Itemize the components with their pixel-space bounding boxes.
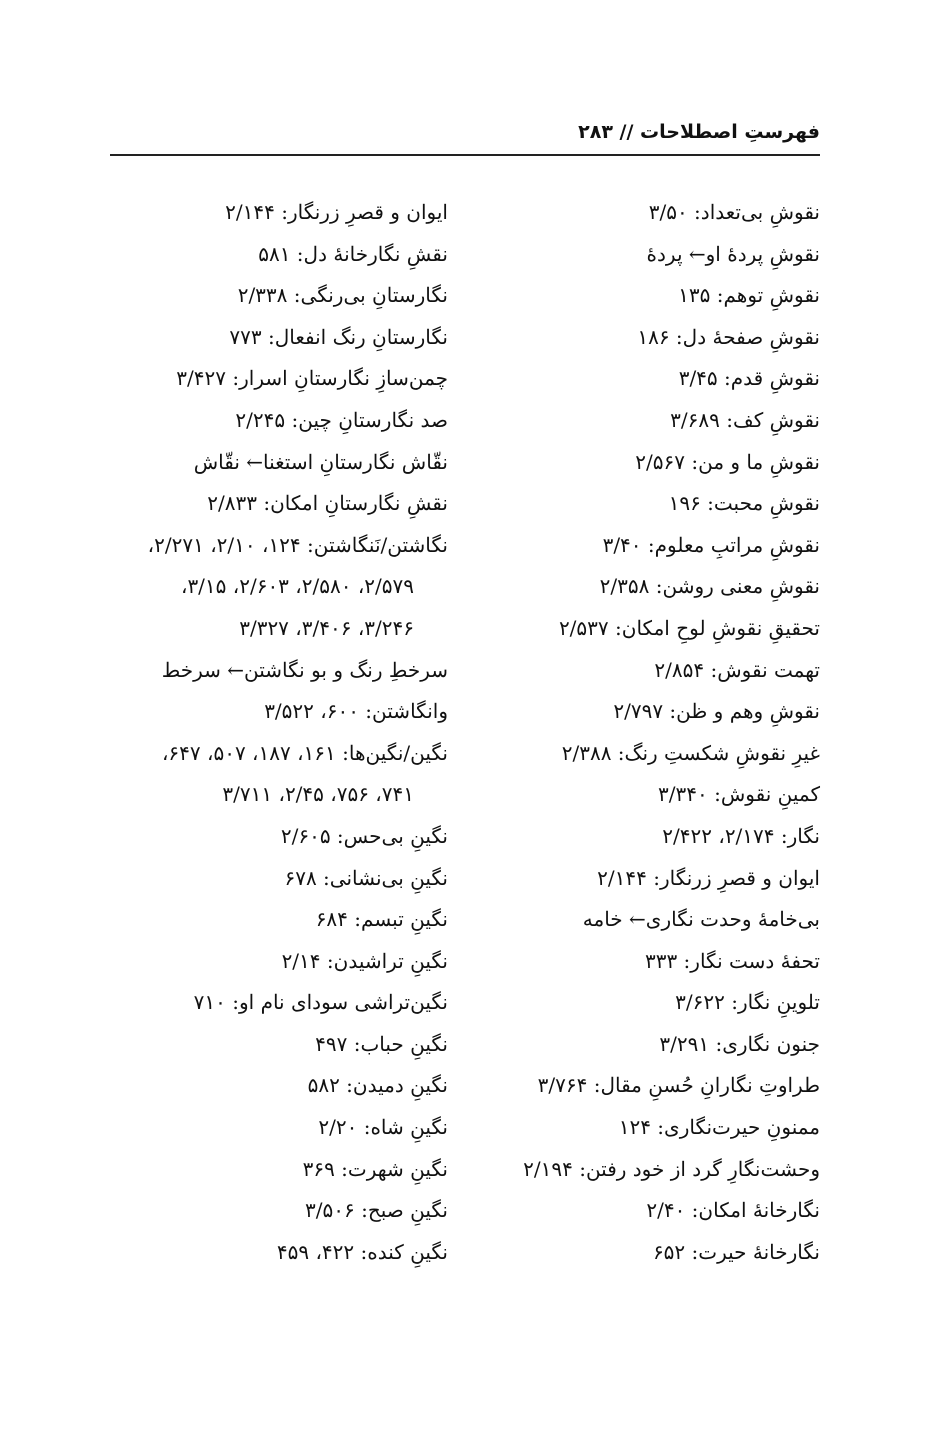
index-entry: نگارخانهٔ امکان: ۲/۴۰	[646, 1198, 820, 1223]
index-entry: نقوشِ بی‌تعداد: ۳/۵۰	[648, 200, 820, 224]
index-entry: نگینِ کنده: ۴۲۲، ۴۵۹	[276, 1239, 448, 1264]
index-column-left	[98, 192, 448, 1273]
index-entry: نقشِ نگارستانِ امکان: ۲/۸۳۳	[207, 491, 448, 516]
index-entry-continuation: ۲/۵۷۹، ۲/۵۸۰، ۲/۶۰۳، ۳/۱۵،	[180, 574, 414, 599]
running-header	[110, 118, 820, 154]
index-entry: نگین/نگین‌ها: ۱۶۱، ۱۸۷، ۵۰۷، ۶۴۷،	[161, 740, 448, 765]
index-entry: بی‌خامهٔ وحدت نگاری← خامه	[582, 907, 820, 932]
index-entry: نقوشِ کف: ۳/۶۸۹	[670, 407, 820, 432]
index-entry: نقشِ نگارخانهٔ دل: ۵۸۱	[258, 241, 448, 266]
index-entry: کمینِ نقوش: ۳/۳۴۰	[658, 782, 820, 807]
index-entry: نقوشِ محبت: ۱۹۶	[668, 491, 820, 516]
index-entry: ایوان و قصرِ زرنگار: ۲/۱۴۴	[225, 200, 448, 224]
index-entry: تلوینِ نگار: ۳/۶۲۲	[675, 990, 820, 1015]
index-entry-continuation: ۷۴۱، ۷۵۶، ۲/۴۵، ۳/۷۱۱	[222, 782, 414, 807]
index-entry: نقوشِ قدم: ۳/۴۵	[678, 366, 820, 391]
index-entry: نگارستانِ رنگ انفعال: ۷۷۳	[229, 324, 448, 349]
index-entry: نقوشِ توهم: ۱۳۵	[678, 283, 820, 308]
index-entry: نگینِ حباب: ۴۹۷	[315, 1031, 448, 1056]
index-entry: سرخطِ رنگ و بو نگاشتن← سرخط	[161, 657, 448, 682]
index-entry: چمن‌سازِ نگارستانِ اسرار: ۳/۴۲۷	[176, 366, 448, 391]
index-entry: نگاشتن/نَنگاشتن: ۱۲۴، ۲/۱۰، ۲/۲۷۱،	[147, 532, 448, 557]
index-entry: نقوشِ پردهٔ او← پردهٔ	[646, 241, 820, 266]
index-entry: نگارستانِ بی‌رنگی: ۲/۳۳۸	[237, 283, 448, 308]
index-entry: نقوشِ وهم و ظن: ۲/۷۹۷	[613, 699, 820, 724]
index-entry: نقوشِ صفحهٔ دل: ۱۸۶	[637, 324, 820, 349]
index-entry: ایوان و قصرِ زرنگار: ۲/۱۴۴	[597, 865, 820, 890]
index-entry: نقّاش نگارستانِ استغنا← نقّاش	[193, 449, 448, 474]
page-header-title: فهرستِ اصطلاحات // ۲۸۳	[578, 121, 820, 143]
index-entry: نقوشِ مراتبِ معلوم: ۳/۴۰	[602, 532, 820, 557]
index-entry: نگار: ۲/۱۷۴، ۲/۴۲۲	[662, 823, 820, 848]
index-entry: نگینِ صبح: ۳/۵۰۶	[305, 1198, 448, 1223]
index-entry: نگارخانهٔ حیرت: ۶۵۲	[652, 1239, 820, 1264]
index-column-right	[490, 192, 820, 1273]
index-entry: نگینِ بی‌حس: ۲/۶۰۵	[280, 823, 448, 848]
index-entry: نگینِ تبسم: ۶۸۴	[315, 907, 448, 932]
index-entry: نگینِ شهرت: ۳۶۹	[302, 1156, 448, 1181]
index-entry: نگین‌تراشی سودای نام او: ۷۱۰	[193, 990, 448, 1015]
index-entry: تحقیقِ نقوشِ لوحِ امکان: ۲/۵۳۷	[558, 615, 820, 640]
index-entry: ممنونِ حیرت‌نگاری: ۱۲۴	[618, 1115, 820, 1140]
index-entry: وحشت‌نگارِ گرد از خود رفتن: ۲/۱۹۴	[523, 1156, 820, 1181]
index-entry: تهمت نقوش: ۲/۸۵۴	[654, 657, 820, 682]
index-entry: نگینِ شاه: ۲/۲۰	[318, 1115, 448, 1140]
index-entry: تحفهٔ دست نگار: ۳۳۳	[644, 948, 820, 973]
index-entry: نگینِ دمیدن: ۵۸۲	[307, 1073, 448, 1098]
index-entry: وانگاشتن: ۶۰۰، ۳/۵۲۲	[264, 699, 448, 724]
index-entry: نگینِ تراشیدن: ۲/۱۴	[281, 948, 448, 973]
index-entry: جنون نگاری: ۳/۲۹۱	[659, 1031, 820, 1056]
index-entry: غیرِ نقوشِ شکستِ رنگ: ۲/۳۸۸	[561, 740, 820, 765]
index-entry: طراوتِ نگارانِ حُسنِ مقال: ۳/۷۶۴	[537, 1073, 820, 1098]
index-entry: نقوشِ ما و من: ۲/۵۶۷	[635, 449, 820, 474]
index-entry: نگینِ بی‌نشانی: ۶۷۸	[284, 865, 448, 890]
header-rule	[110, 154, 820, 156]
index-entry-continuation: ۳/۲۴۶، ۳/۴۰۶، ۳/۳۲۷	[239, 615, 414, 640]
index-entry: صد نگارستانِ چین: ۲/۲۴۵	[235, 407, 448, 432]
index-entry: نقوشِ معنی روشن: ۲/۳۵۸	[599, 574, 820, 599]
